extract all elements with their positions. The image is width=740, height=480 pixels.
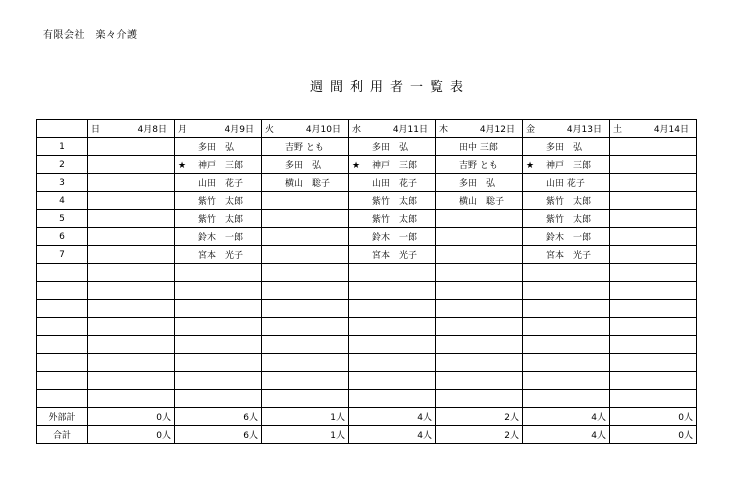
user-name: 神戸 三郎	[198, 161, 244, 171]
total-value: 1人	[262, 426, 349, 444]
row-number: 6	[37, 228, 88, 246]
day-header	[610, 120, 697, 138]
day-date: 4月9日	[224, 125, 254, 135]
user-name: 山田 花子	[372, 179, 418, 189]
user-name: 紫竹 太郎	[546, 215, 592, 225]
schedule-body	[37, 138, 697, 444]
total-value: 4人	[523, 426, 610, 444]
user-name: 田中 三郎	[459, 143, 498, 153]
empty-cell	[523, 354, 610, 372]
user-name: 紫竹 太郎	[372, 197, 418, 207]
empty-cell	[436, 300, 523, 318]
user-cell	[436, 156, 523, 174]
day-header	[349, 120, 436, 138]
day-header	[88, 120, 175, 138]
empty-cell	[175, 282, 262, 300]
empty-row	[37, 336, 697, 354]
user-cell	[262, 192, 349, 210]
empty-row	[37, 390, 697, 408]
empty-cell	[436, 264, 523, 282]
corner-cell	[37, 120, 88, 138]
empty-cell	[175, 372, 262, 390]
empty-cell	[436, 318, 523, 336]
day-header	[262, 120, 349, 138]
user-name: 多田 弘	[372, 143, 409, 153]
empty-row	[37, 354, 697, 372]
empty-cell	[262, 282, 349, 300]
user-name: 多田 弘	[198, 143, 235, 153]
total-value: 0人	[610, 426, 697, 444]
day-date: 4月14日	[653, 125, 689, 135]
empty-cell	[262, 300, 349, 318]
user-cell	[610, 156, 697, 174]
user-name: 紫竹 太郎	[198, 215, 244, 225]
total-value: 0人	[88, 408, 175, 426]
user-cell	[175, 192, 262, 210]
empty-cell	[37, 318, 88, 336]
empty-cell	[37, 372, 88, 390]
empty-cell	[436, 372, 523, 390]
day-date: 4月12日	[479, 125, 515, 135]
empty-cell	[523, 318, 610, 336]
day-of-week: 日	[91, 125, 101, 135]
user-cell	[175, 246, 262, 264]
user-cell	[349, 246, 436, 264]
user-cell	[523, 192, 610, 210]
day-header	[436, 120, 523, 138]
total-value: 2人	[436, 426, 523, 444]
user-name: 山田 花子	[546, 179, 585, 189]
empty-cell	[262, 336, 349, 354]
report-title: 週間利用者一覧表	[309, 80, 470, 95]
user-cell	[262, 210, 349, 228]
schedule-row	[37, 138, 697, 156]
user-cell	[262, 174, 349, 192]
empty-cell	[349, 354, 436, 372]
empty-cell	[610, 354, 697, 372]
empty-cell	[610, 390, 697, 408]
row-number: 7	[37, 246, 88, 264]
user-cell	[175, 210, 262, 228]
user-name: 横山 聡子	[285, 179, 331, 189]
user-name: 神戸 三郎	[546, 161, 592, 171]
row-number: 2	[37, 156, 88, 174]
empty-cell	[349, 390, 436, 408]
user-cell	[262, 138, 349, 156]
user-name: 鈴木 一郎	[372, 233, 418, 243]
user-cell	[349, 174, 436, 192]
row-number: 1	[37, 138, 88, 156]
empty-cell	[37, 282, 88, 300]
user-cell	[436, 228, 523, 246]
empty-row	[37, 300, 697, 318]
empty-row	[37, 318, 697, 336]
total-label: 外部計	[37, 408, 88, 426]
user-name: 吉野 とも	[285, 143, 324, 153]
schedule-row	[37, 174, 697, 192]
user-cell	[523, 138, 610, 156]
empty-cell	[349, 300, 436, 318]
star-icon: ★	[526, 161, 535, 171]
company-name: 有限会社 楽々介護	[43, 30, 138, 41]
empty-cell	[610, 318, 697, 336]
empty-cell	[88, 282, 175, 300]
day-date: 4月13日	[566, 125, 602, 135]
day-of-week: 土	[613, 125, 623, 135]
user-cell	[175, 156, 262, 174]
row-number: 3	[37, 174, 88, 192]
total-row	[37, 408, 697, 426]
user-cell	[349, 138, 436, 156]
empty-cell	[349, 372, 436, 390]
empty-cell	[349, 264, 436, 282]
empty-cell	[88, 354, 175, 372]
star-icon: ★	[352, 161, 361, 171]
empty-cell	[523, 264, 610, 282]
empty-cell	[262, 390, 349, 408]
empty-cell	[37, 300, 88, 318]
user-name: 紫竹 太郎	[546, 197, 592, 207]
user-cell	[349, 156, 436, 174]
user-cell	[610, 192, 697, 210]
empty-cell	[436, 354, 523, 372]
empty-cell	[175, 318, 262, 336]
total-value: 4人	[523, 408, 610, 426]
empty-cell	[523, 282, 610, 300]
total-value: 6人	[175, 408, 262, 426]
empty-cell	[436, 390, 523, 408]
empty-cell	[436, 336, 523, 354]
empty-cell	[523, 336, 610, 354]
empty-cell	[262, 318, 349, 336]
empty-cell	[262, 354, 349, 372]
user-name: 山田 花子	[198, 179, 244, 189]
empty-cell	[37, 354, 88, 372]
day-header	[523, 120, 610, 138]
user-cell	[436, 192, 523, 210]
empty-row	[37, 372, 697, 390]
user-name: 多田 弘	[285, 161, 322, 171]
day-date: 4月8日	[137, 125, 167, 135]
empty-cell	[88, 318, 175, 336]
day-of-week: 火	[265, 125, 275, 135]
empty-cell	[523, 390, 610, 408]
total-value: 0人	[88, 426, 175, 444]
day-of-week: 木	[439, 125, 449, 135]
empty-cell	[88, 372, 175, 390]
total-row	[37, 426, 697, 444]
user-name: 宮本 光子	[546, 251, 592, 261]
empty-cell	[523, 300, 610, 318]
star-icon: ★	[178, 161, 187, 171]
day-of-week: 水	[352, 125, 362, 135]
user-cell	[262, 156, 349, 174]
user-cell	[349, 210, 436, 228]
total-value: 4人	[349, 408, 436, 426]
user-cell	[349, 192, 436, 210]
user-cell	[175, 138, 262, 156]
empty-cell	[262, 372, 349, 390]
user-name: 紫竹 太郎	[372, 215, 418, 225]
total-value: 0人	[610, 408, 697, 426]
empty-cell	[610, 372, 697, 390]
total-value: 2人	[436, 408, 523, 426]
user-name: 吉野 とも	[459, 161, 498, 171]
total-value: 6人	[175, 426, 262, 444]
user-cell	[610, 228, 697, 246]
user-cell	[175, 228, 262, 246]
empty-cell	[610, 336, 697, 354]
user-name: 鈴木 一郎	[198, 233, 244, 243]
schedule-row	[37, 192, 697, 210]
user-cell	[523, 210, 610, 228]
user-cell	[175, 174, 262, 192]
user-cell	[523, 246, 610, 264]
total-value: 4人	[349, 426, 436, 444]
empty-cell	[175, 264, 262, 282]
weekly-schedule-table	[36, 119, 697, 444]
user-cell	[610, 174, 697, 192]
schedule-row	[37, 156, 697, 174]
empty-cell	[88, 300, 175, 318]
empty-row	[37, 264, 697, 282]
empty-row	[37, 282, 697, 300]
empty-cell	[610, 300, 697, 318]
empty-cell	[610, 282, 697, 300]
empty-cell	[349, 282, 436, 300]
user-cell	[436, 174, 523, 192]
user-cell	[610, 246, 697, 264]
empty-cell	[175, 300, 262, 318]
user-cell	[436, 246, 523, 264]
day-date: 4月11日	[392, 125, 428, 135]
day-of-week: 月	[178, 125, 188, 135]
user-cell	[262, 246, 349, 264]
user-name: 多田 弘	[546, 143, 583, 153]
empty-cell	[349, 318, 436, 336]
empty-cell	[349, 336, 436, 354]
total-value: 1人	[262, 408, 349, 426]
schedule-row	[37, 246, 697, 264]
user-cell	[262, 228, 349, 246]
empty-cell	[175, 336, 262, 354]
header-row	[37, 120, 697, 138]
user-cell	[88, 228, 175, 246]
empty-cell	[175, 354, 262, 372]
user-name: 鈴木 一郎	[546, 233, 592, 243]
user-cell	[610, 210, 697, 228]
empty-cell	[523, 372, 610, 390]
user-cell	[88, 138, 175, 156]
user-name: 紫竹 太郎	[198, 197, 244, 207]
user-cell	[436, 138, 523, 156]
user-cell	[88, 192, 175, 210]
empty-cell	[175, 390, 262, 408]
user-name: 宮本 光子	[372, 251, 418, 261]
empty-cell	[436, 282, 523, 300]
empty-cell	[37, 336, 88, 354]
user-cell	[523, 228, 610, 246]
day-of-week: 金	[526, 125, 536, 135]
schedule-row	[37, 210, 697, 228]
empty-cell	[88, 264, 175, 282]
user-cell	[523, 156, 610, 174]
day-date: 4月10日	[305, 125, 341, 135]
day-header	[175, 120, 262, 138]
user-name: 横山 聡子	[459, 197, 505, 207]
empty-cell	[37, 390, 88, 408]
empty-cell	[88, 336, 175, 354]
user-cell	[610, 138, 697, 156]
row-number: 4	[37, 192, 88, 210]
user-cell	[88, 210, 175, 228]
user-name: 多田 弘	[459, 179, 496, 189]
empty-cell	[610, 264, 697, 282]
empty-cell	[262, 264, 349, 282]
row-number: 5	[37, 210, 88, 228]
user-name: 神戸 三郎	[372, 161, 418, 171]
empty-cell	[37, 264, 88, 282]
user-cell	[349, 228, 436, 246]
user-cell	[436, 210, 523, 228]
user-cell	[88, 246, 175, 264]
empty-cell	[88, 390, 175, 408]
user-name: 宮本 光子	[198, 251, 244, 261]
user-cell	[88, 156, 175, 174]
schedule-row	[37, 228, 697, 246]
total-label: 合計	[37, 426, 88, 444]
user-cell	[523, 174, 610, 192]
user-cell	[88, 174, 175, 192]
